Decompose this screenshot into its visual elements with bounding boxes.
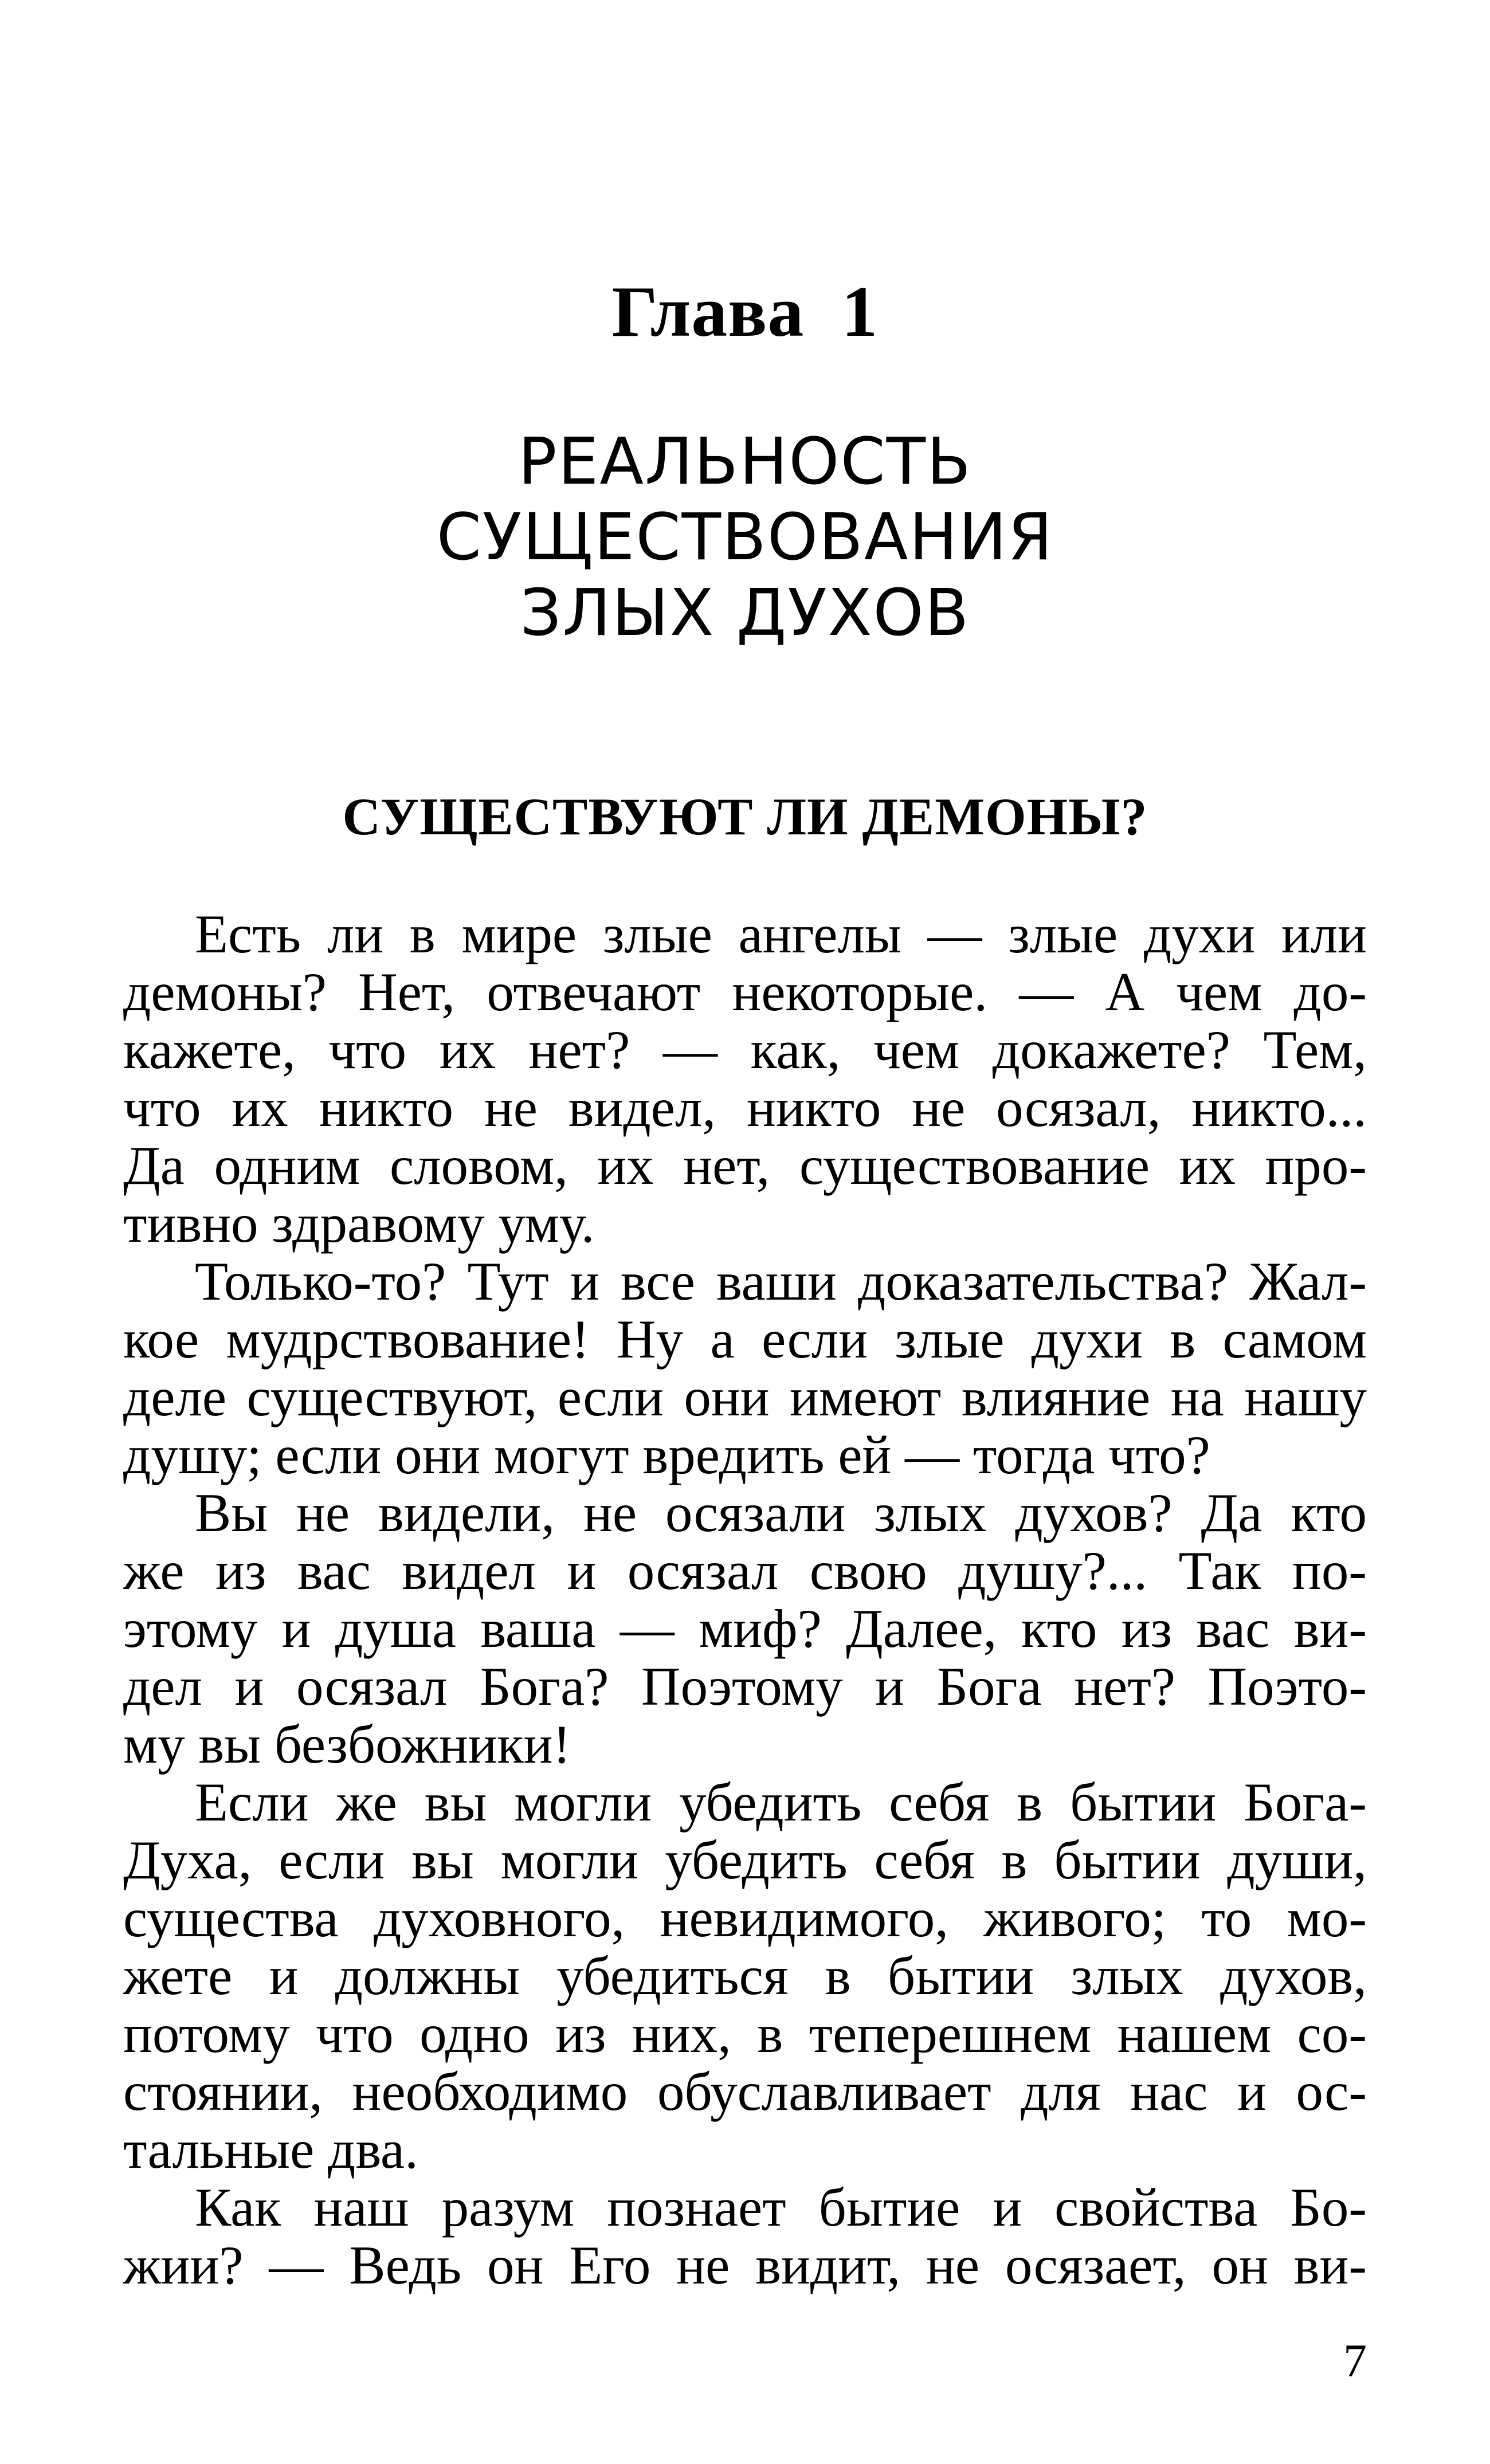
- paragraph: [123, 1484, 1367, 1774]
- text-line: Если же вы могли убедить себя в бытии Бога-: [195, 1772, 1367, 1833]
- text-line: этому и душа ваша — миф? Далее, кто из вас ви-: [123, 1598, 1367, 1659]
- text-line: же из вас видел и осязал свою душу?... Так по-: [123, 1540, 1367, 1601]
- text-line: Да одним словом, их нет, существование их про-: [123, 1135, 1367, 1196]
- text-line: Вы не видели, не осязали злых духов? Да кто: [195, 1482, 1367, 1543]
- text-line: жии? — Ведь он Его не видит, не осязает, он ви-: [123, 2235, 1367, 2296]
- text-line: существа духовного, невидимого, живого; то мо-: [123, 1888, 1367, 1948]
- text-line: тальные два.: [123, 2119, 418, 2180]
- text-line: дел и осязал Бога? Поэтому и Бога нет? Поэто-: [123, 1656, 1367, 1717]
- text-line: Есть ли в мире злые ангелы — злые духи или: [195, 904, 1367, 964]
- text-line: тивно здравому уму.: [123, 1193, 595, 1254]
- paragraph: [123, 2179, 1367, 2294]
- body-text: [123, 905, 1367, 2294]
- text-line: потому что одно из них, в теперешнем нашем со-: [123, 2003, 1367, 2064]
- text-line: Духа, если вы могли убедить себя в бытии души,: [123, 1830, 1367, 1890]
- chapter-title-line: СУЩЕСТВОВАНИЯ: [436, 500, 1054, 575]
- text-line: деле существуют, если они имеют влияние на нашу: [123, 1367, 1367, 1427]
- text-line: что их никто не видел, никто не осязал, никто...: [123, 1077, 1367, 1138]
- paragraph: [123, 1253, 1367, 1484]
- text-line: кое мудрствование! Ну а если злые духи в самом: [123, 1309, 1367, 1370]
- text-line: жете и должны убедиться в бытии злых духов,: [123, 1945, 1367, 2006]
- text-line: стоянии, необходимо обуславливает для нас и ос-: [123, 2061, 1367, 2122]
- chapter-label: Глава 1: [611, 272, 879, 352]
- text-line: Как наш разум познает бытие и свойства Бо-: [195, 2177, 1367, 2238]
- section-heading: СУЩЕСТВУЮТ ЛИ ДЕМОНЫ?: [342, 787, 1148, 846]
- text-line: душу; если они могут вредить ей — тогда что?: [123, 1425, 1210, 1485]
- text-line: му вы безбожники!: [123, 1714, 571, 1775]
- chapter-title-line: РЕАЛЬНОСТЬ: [518, 425, 972, 499]
- text-line: демоны? Нет, отвечают некоторые. — А чем до-: [123, 962, 1367, 1022]
- page-number: 7: [1343, 2334, 1367, 2387]
- text-line: кажете, что их нет? — как, чем докажете? Тем,: [123, 1019, 1367, 1080]
- text-line: Только-то? Тут и все ваши доказательства? Жал-: [195, 1251, 1367, 1312]
- paragraph: [123, 905, 1367, 1253]
- chapter-title: [0, 424, 1490, 651]
- chapter-title-line: ЗЛЫХ ДУХОВ: [520, 576, 970, 650]
- paragraph: [123, 1774, 1367, 2179]
